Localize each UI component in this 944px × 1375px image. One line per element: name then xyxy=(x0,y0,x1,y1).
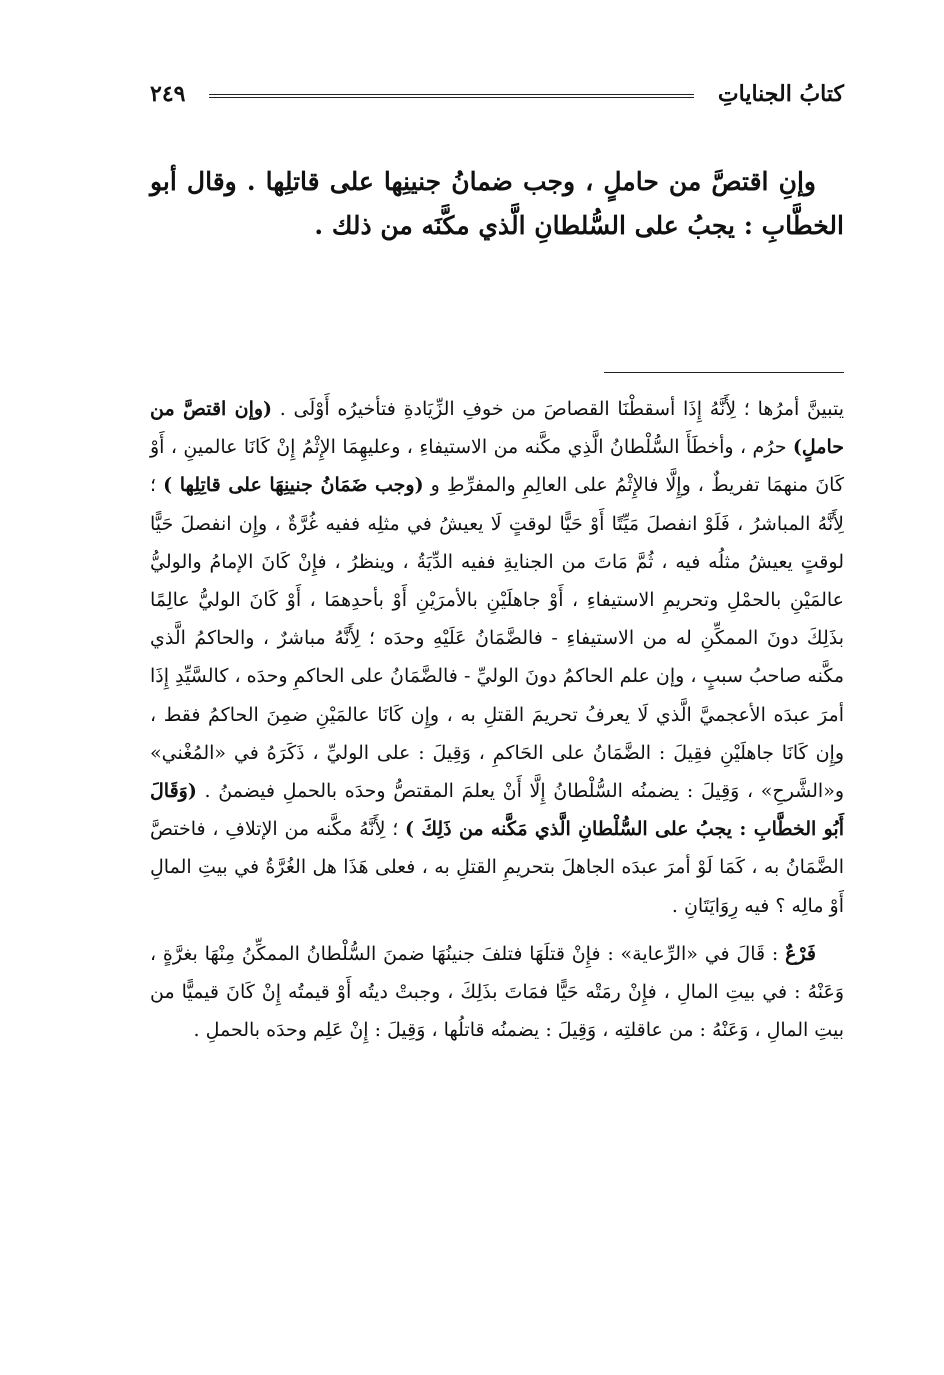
main-text: وإنِ اقتصَّ من حاملٍ ، وجب ضمانُ جنينِها على قاتلِها . وقال أبو الخطَّابِ : يجبُ على السُّلطانِ الَّذي مكَّنَه من ذلك . xyxy=(150,167,844,240)
commentary xyxy=(150,390,844,1049)
commentary-paragraph-1 xyxy=(150,390,844,925)
page-header xyxy=(150,74,844,114)
commentary-segment: حرُم ، وأخطَأَ السُّلْطانُ الَّذِي مكَّنه من الاستيفاءِ ، وعليهِمَا الإِثْمُ إِنْ كَانَا عالمينِ ، أَوْ كَانَ منهمَا تفريطٌ ، وإِلَّا فالإِثْمُ على العالِمِ والمفرِّطِ و xyxy=(150,436,844,497)
commentary-paragraph-2 xyxy=(150,935,844,1050)
commentary-segment: : قَالَ في «الرِّعاية» : فإِنْ قتلَهَا فتلفَ جنينُهَا ضمنَ السُّلْطانُ الممكِّنُ مِنْهَا بغرَّةٍ ، وَعَنْهُ : في بيتِ المالِ ، فإِنْ رمَتْه حَيًّا فمَاتَ بذَلِكَ ، وجبتْ ديتُه أَوْ قيمتُه إِنْ كَانَ قيميًّا من بيتِ المالِ ، وَعَنْهُ : من عاقلتِه ، وَقِيلَ : يضمنُه قاتلُها ، وَقِيلَ : إِنْ عَلِم وحدَه بالحملِ . xyxy=(150,942,844,1042)
running-title: كتابُ الجناياتِ xyxy=(717,81,844,107)
branch-label: فَرْعٌ xyxy=(785,942,816,965)
commentary-quote: (وَقَالَ أَبُو الخطَّابِ : يجبُ على السُّلْطانِ الَّذي مَكَّنه من ذَلِكَ ) xyxy=(150,780,845,841)
commentary-segment: ؛ لِأَنَّهُ المباشرُ ، فَلَوْ انفصلَ مَيِّتًا أَوْ حَيًّا لوقتٍ لَا يعيشُ في مثلِه ففيه غُرَّةٌ ، وإِن انفصلَ حَيًّا لوقتٍ يعيشُ مثلُه فيه ، ثُمَّ مَاتَ من الجنايةِ ففيه الدِّيَةُ ، وينظرُ ، فإِنْ كَانَ الإمامُ والوليُّ عالمَيْنِ بالحمْلِ وتحريمِ الاستيفاءِ ، أَوْ جاهلَيْنِ بالأمرَيْنِ أَوْ بأحدِهمَا ، أَوْ كَانَ الوليُّ عالِمًا بذَلِكَ دونَ الممكِّنِ له من الاستيفاءِ - فالضَّمَانُ عَلَيْهِ وحدَه ؛ لِأَنَّهُ مباشرٌ ، والحاكمُ الَّذي مكَّنه صاحبُ سببٍ ، وإن علم الحاكمُ دونَ الوليِّ - فالضَّمَانُ على الحاكمِ وحدَه ، كالسَّيِّدِ إِذَا أمرَ عبدَه الأعجميَّ الَّذي لَا يعرفُ تحريمَ القتلِ به ، وإِن كَانَا عالمَيْنِ ضمِنَ الحاكمُ فقط ، وإِن كَانَا جاهلَيْنِ فقِيلَ : الضَّمَانُ على الحَاكمِ ، وَقِيلَ : على الوليِّ ، ذَكَرَهُ في «المُغْني» و«الشَّرحِ» ، وَقِيلَ : يضمنُه السُّلْطانُ إِلَّا أَنْ يعلمَ المقتصُّ وحدَه بالحملِ فيضمنُ . xyxy=(150,474,844,803)
commentary-segment: ؛ لِأَنَّهُ مكَّنه من الإتلافِ ، فاختصَّ الضَّمَانُ به ، كَمَا لَوْ أمرَ عبدَه الجاهلَ بتحريمِ القتلِ به ، فعلى هَذَا هل الغُرَّةُ في بيتِ المالِ أَوْ مالِه ؟ فيه رِوَايَتَانِ . xyxy=(150,818,845,917)
commentary-quote: (وإن اقتصَّ من حاملٍ) xyxy=(150,398,844,459)
commentary-quote: (وجب ضَمَانُ جنينِهَا على قاتِلِها ) xyxy=(163,474,424,497)
commentary-segment: يتبينَّ أمرُها ؛ لِأَنَّهُ إِذَا أسقطْنَا القصاصَ من خوفِ الزِّيَادةِ فتأخيرُه أَوْلَى . xyxy=(272,398,845,420)
footnote-separator xyxy=(604,372,844,373)
header-rule xyxy=(209,94,693,98)
page-number: ٢٤٩ xyxy=(150,81,186,107)
